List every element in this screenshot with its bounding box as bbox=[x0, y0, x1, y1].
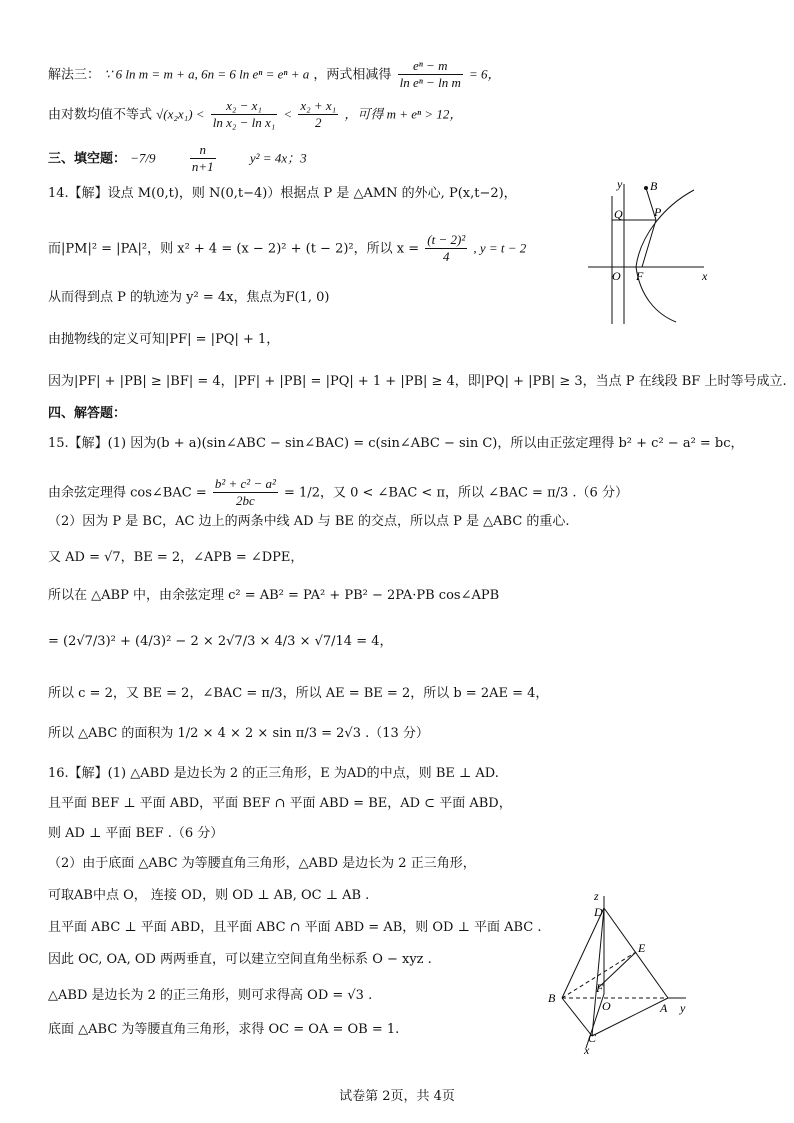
numerator: eⁿ − m bbox=[398, 58, 463, 75]
label-p: P bbox=[654, 205, 662, 219]
math: , y = t − 2 bbox=[473, 240, 527, 256]
line-log-mean bbox=[48, 98, 462, 132]
text: 由余弦定理得 cos∠BAC = bbox=[48, 485, 207, 501]
text: = 1/2，又 0 < ∠BAC < π，所以 ∠BAC = π/3 .（6 分） bbox=[284, 485, 628, 501]
line-q15-sides: 所以 c = 2，又 BE = 2，∠BAC = π/3，所以 AE = BE = 2，所以 b = 2AE = 4， bbox=[48, 686, 549, 701]
line-q15-1: 15.【解】(1) 因为(b + a)(sin∠ABC − sin∠BAC) = c(sin∠ABC − sin C)，所以由正弦定理得 b² + c² − a² = bc， bbox=[48, 436, 744, 451]
text: 而|PM|² = |PA|²，则 x² + 4 = (x − 2)² + (t − 2)²，所以 x = bbox=[48, 241, 420, 257]
line-q15-compute: = (2√7/3)² + (4/3)² − 2 × 2√7/3 × 4/3 × √7/14 = 4， bbox=[48, 634, 393, 649]
line-q14-locus: 从而得到点 P 的轨迹为 y² = 4x，焦点为F(1, 0) bbox=[48, 290, 330, 305]
numerator: x₂ − x₁ bbox=[211, 98, 278, 115]
line-q16-perp: 且平面 ABC ⊥ 平面 ABD，且平面 ABC ∩ 平面 ABD = AB，则 OD ⊥ 平面 ABC . bbox=[48, 920, 542, 935]
line-q15-cos bbox=[48, 476, 628, 510]
numerator: x₂ + x₁ bbox=[298, 98, 338, 115]
line-q14-intro: 14.【解】设点 M(0,t)，则 N(0,t−4)）根据点 P 是 △AMN 的外心, P(x,t−2)， bbox=[48, 186, 517, 201]
line-q14-def: 由抛物线的定义可知|PF| = |PQ| + 1， bbox=[48, 332, 280, 347]
answer-13-2 bbox=[190, 142, 216, 176]
denominator: 4 bbox=[443, 249, 450, 265]
line-q16-conclusion: 则 AD ⊥ 平面 BEF .（6 分） bbox=[48, 826, 224, 841]
section-heading: 三、填空题： bbox=[48, 151, 127, 167]
line-q15-2: （2）因为 P 是 BC，AC 边上的两条中线 AD 与 BE 的交点，所以点 P 是 △ABC 的重心. bbox=[48, 514, 570, 529]
denominator: n+1 bbox=[191, 159, 214, 175]
line-q16-base: 底面 △ABC 为等腰直角三角形，求得 OC = OA = OB = 1. bbox=[48, 1022, 400, 1037]
numerator: b² + c² − a² bbox=[213, 476, 278, 493]
numerator: (t − 2)² bbox=[425, 232, 467, 249]
edge-dc bbox=[592, 908, 604, 1036]
math: ∵ 6 ln m = m + a, 6n = 6 ln eⁿ = eⁿ + a bbox=[104, 66, 310, 82]
label-d: D bbox=[594, 905, 603, 919]
line-q16-1: 16.【解】(1) △ABD 是边长为 2 的正三角形，E 为AD的中点，则 BE ⊥ AD. bbox=[48, 766, 499, 781]
line-q14-eq bbox=[48, 232, 526, 266]
text: ，两式相减得 bbox=[313, 67, 392, 83]
label-z: z bbox=[594, 889, 599, 903]
section-heading: 四、解答题： bbox=[48, 406, 127, 421]
label-y: y bbox=[617, 177, 623, 191]
label-a: A bbox=[660, 1001, 668, 1015]
text: 解法三： bbox=[48, 67, 101, 83]
line-solution3 bbox=[48, 58, 501, 92]
fraction bbox=[211, 98, 278, 132]
fraction bbox=[298, 98, 338, 132]
answer-13-3: y² = 4x；3 bbox=[249, 150, 307, 166]
fraction bbox=[425, 232, 467, 266]
page-footer: 试卷第 2页，共 4页 bbox=[339, 1089, 455, 1104]
line-q16-coords: 因此 OC, OA, OD 两两垂直，可以建立空间直角坐标系 O − xyz . bbox=[48, 952, 432, 967]
point-b bbox=[644, 186, 648, 190]
line-fill-blank bbox=[48, 142, 307, 176]
edge-da bbox=[604, 908, 668, 998]
denominator: ln eⁿ − ln m bbox=[399, 75, 461, 91]
line-q16-2: （2）由于底面 △ABC 为等腰直角三角形，△ABD 是边长为 2 正三角形， bbox=[48, 856, 476, 871]
segment-pf bbox=[642, 220, 656, 267]
fraction bbox=[213, 476, 278, 510]
line-q15-given: 又 AD = √7，BE = 2，∠APB = ∠DPE， bbox=[48, 550, 304, 565]
denominator: ln x₂ − ln x₁ bbox=[212, 115, 276, 131]
label-b: B bbox=[650, 179, 658, 193]
parabola-curve bbox=[636, 190, 694, 322]
label-x: x bbox=[584, 1043, 590, 1056]
text: 由对数均值不等式 bbox=[48, 107, 153, 123]
label-e: E bbox=[638, 941, 646, 955]
label-x: x bbox=[702, 269, 708, 283]
math: = 6， bbox=[468, 66, 501, 82]
line-q15-cosine: 所以在 △ABP 中，由余弦定理 c² = AB² = PA² + PB² − 2PA·PB cos∠APB bbox=[48, 588, 500, 603]
label-o: O bbox=[602, 999, 611, 1013]
math: ，可得 m + eⁿ > 12， bbox=[344, 106, 463, 122]
label-y: y bbox=[680, 1001, 686, 1015]
answer-13-1: −7/9 bbox=[130, 150, 156, 166]
line-q15-area: 所以 △ABC 的面积为 1/2 × 4 × 2 × sin π/3 = 2√3 .（13 分） bbox=[48, 726, 429, 741]
parabola-figure bbox=[584, 176, 714, 326]
line-q14-ineq: 因为|PF| + |PB| ≥ |BF| = 4，|PF| + |PB| = |PQ| + 1 + |PB| ≥ 4，即|PQ| + |PB| ≥ 3，当点 P 在线段 BF 上时等号成立. bbox=[48, 374, 787, 389]
label-q: Q bbox=[614, 207, 623, 221]
denominator: 2 bbox=[315, 115, 322, 131]
denominator: 2bc bbox=[235, 493, 255, 509]
tetrahedron-figure bbox=[538, 888, 698, 1056]
line-q16-midpoint: 可取AB中点 O， 连接 OD，则 OD ⊥ AB, OC ⊥ AB . bbox=[48, 888, 370, 903]
label-o: O bbox=[612, 269, 621, 283]
line-q16-planes: 且平面 BEF ⊥ 平面 ABD，平面 BEF ∩ 平面 ABD = BE，AD ⊂ 平面 ABD， bbox=[48, 796, 512, 811]
numerator: n bbox=[190, 142, 216, 159]
fraction bbox=[398, 58, 463, 92]
math: √(x₂x₁) < bbox=[156, 106, 205, 122]
label-b: B bbox=[548, 991, 556, 1005]
label-f: F bbox=[596, 981, 604, 995]
label-f: F bbox=[636, 269, 644, 283]
label-c: C bbox=[588, 1031, 597, 1045]
math: < bbox=[283, 106, 293, 122]
line-q16-height: △ABD 是边长为 2 的正三角形，则可求得高 OD = √3 . bbox=[48, 988, 373, 1003]
